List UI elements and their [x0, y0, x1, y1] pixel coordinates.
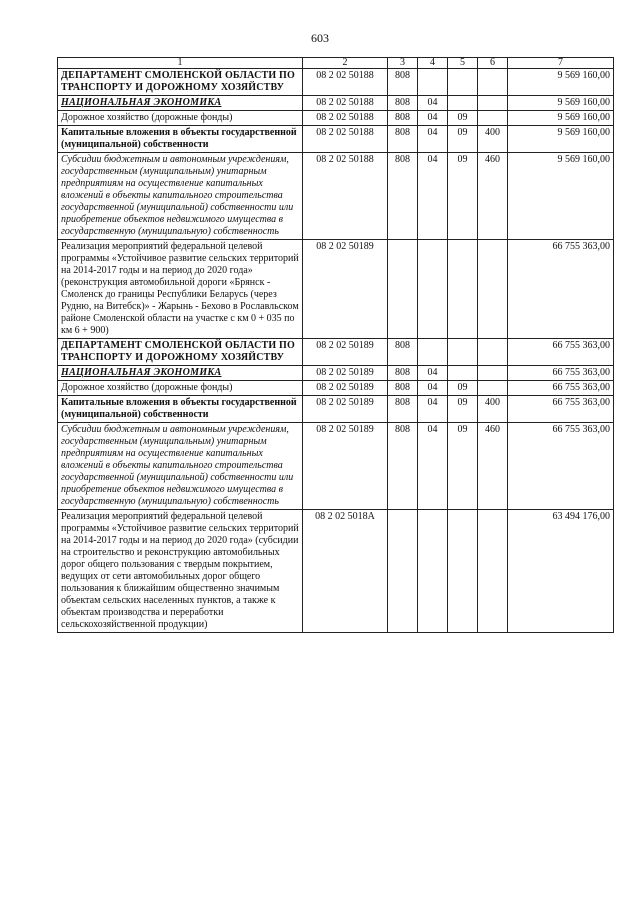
row-rz: 04 [418, 366, 448, 381]
row-sum: 63 494 176,00 [508, 510, 614, 633]
row-pr [448, 69, 478, 96]
row-ved: 808 [388, 339, 418, 366]
table-row-dept [58, 69, 614, 96]
row-pr [448, 339, 478, 366]
row-rz [418, 69, 448, 96]
row-pr: 09 [448, 153, 478, 240]
row-name: Реализация мероприятий федеральной целевой программы «Устойчивое развитие сельских территорий на 2014-2017 годы и на период до 2020 года» (субсидии на строительство и реконструкцию автомобильных дорог общего пользования с твердым покрытием, ведущих от сети автомобильных дорог общего пользования к ближайшим общественно значимым объектам сельских населенных пунктов, а также к объектам производства и переработки сельскохозяйственной продукции) [58, 510, 303, 633]
row-code: 08 2 02 50188 [303, 96, 388, 111]
column-header: 3 [388, 58, 418, 69]
table-body [58, 69, 614, 633]
row-ved: 808 [388, 396, 418, 423]
column-header: 1 [58, 58, 303, 69]
row-sum: 66 755 363,00 [508, 396, 614, 423]
row-pr [448, 96, 478, 111]
row-code: 08 2 02 50189 [303, 366, 388, 381]
column-header: 5 [448, 58, 478, 69]
row-code: 08 2 02 50189 [303, 423, 388, 510]
row-vr [478, 510, 508, 633]
row-sum: 66 755 363,00 [508, 240, 614, 339]
row-ved: 808 [388, 96, 418, 111]
row-code: 08 2 02 50188 [303, 126, 388, 153]
row-ved: 808 [388, 423, 418, 510]
row-sum: 9 569 160,00 [508, 69, 614, 96]
row-sum: 66 755 363,00 [508, 381, 614, 396]
row-sum: 66 755 363,00 [508, 339, 614, 366]
row-pr: 09 [448, 396, 478, 423]
row-sum: 9 569 160,00 [508, 126, 614, 153]
row-code: 08 2 02 50189 [303, 396, 388, 423]
row-vr: 400 [478, 396, 508, 423]
row-vr [478, 69, 508, 96]
row-rz [418, 339, 448, 366]
row-pr [448, 510, 478, 633]
column-header: 2 [303, 58, 388, 69]
row-code: 08 2 02 50189 [303, 339, 388, 366]
row-code: 08 2 02 5018А [303, 510, 388, 633]
row-vr: 400 [478, 126, 508, 153]
table-row-sub [58, 111, 614, 126]
row-ved: 808 [388, 366, 418, 381]
row-rz: 04 [418, 396, 448, 423]
page-number: 603 [311, 31, 329, 45]
table-row-prog [58, 240, 614, 339]
row-rz: 04 [418, 423, 448, 510]
row-name: Субсидии бюджетным и автономным учреждениям, государственным (муниципальным) унитарным предприятиям на осуществление капитальных вложений в объекты капитального строительства государственной (муниципальной) собственности или приобретение объектов недвижимого имущества в государственную (муниципальную) собственность [58, 153, 303, 240]
row-sum: 9 569 160,00 [508, 153, 614, 240]
row-code: 08 2 02 50189 [303, 240, 388, 339]
row-rz: 04 [418, 153, 448, 240]
row-name: НАЦИОНАЛЬНАЯ ЭКОНОМИКА [58, 366, 303, 381]
row-pr: 09 [448, 126, 478, 153]
row-name: Дорожное хозяйство (дорожные фонды) [58, 381, 303, 396]
table-row-sub [58, 381, 614, 396]
row-sum: 66 755 363,00 [508, 366, 614, 381]
row-vr [478, 240, 508, 339]
row-sum: 9 569 160,00 [508, 96, 614, 111]
row-pr [448, 240, 478, 339]
row-ved [388, 510, 418, 633]
table-row-ital [58, 423, 614, 510]
row-name: Капитальные вложения в объекты государственной (муниципальной) собственности [58, 126, 303, 153]
table-row-bold [58, 396, 614, 423]
row-sum: 66 755 363,00 [508, 423, 614, 510]
row-rz: 04 [418, 126, 448, 153]
row-vr: 460 [478, 423, 508, 510]
row-vr [478, 339, 508, 366]
row-name: Капитальные вложения в объекты государственной (муниципальной) собственности [58, 396, 303, 423]
row-rz: 04 [418, 381, 448, 396]
row-vr [478, 111, 508, 126]
table-row-section [58, 96, 614, 111]
row-code: 08 2 02 50188 [303, 153, 388, 240]
row-ved: 808 [388, 153, 418, 240]
row-name: Дорожное хозяйство (дорожные фонды) [58, 111, 303, 126]
row-code: 08 2 02 50188 [303, 69, 388, 96]
column-header: 4 [418, 58, 448, 69]
row-rz: 04 [418, 111, 448, 126]
table-row-section [58, 366, 614, 381]
row-vr [478, 381, 508, 396]
row-ved: 808 [388, 111, 418, 126]
row-pr: 09 [448, 381, 478, 396]
column-header: 7 [508, 58, 614, 69]
budget-table [57, 57, 614, 633]
row-name: Реализация мероприятий федеральной целевой программы «Устойчивое развитие сельских территорий на 2014-2017 годы и на период до 2020 года» (реконструкция автомобильной дороги «Брянск - Смоленск до границы Республики Беларусь (через Рудню, на Витебск)» - Жарынь - Бехово в Рославльском районе Смоленской области на участке с км 0 + 035 по км 6 + 900) [58, 240, 303, 339]
table-row-bold [58, 126, 614, 153]
row-name: ДЕПАРТАМЕНТ СМОЛЕНСКОЙ ОБЛАСТИ ПО ТРАНСПОРТУ И ДОРОЖНОМУ ХОЗЯЙСТВУ [58, 339, 303, 366]
row-name: ДЕПАРТАМЕНТ СМОЛЕНСКОЙ ОБЛАСТИ ПО ТРАНСПОРТУ И ДОРОЖНОМУ ХОЗЯЙСТВУ [58, 69, 303, 96]
row-vr [478, 96, 508, 111]
row-pr: 09 [448, 423, 478, 510]
row-ved [388, 240, 418, 339]
row-vr: 460 [478, 153, 508, 240]
row-pr: 09 [448, 111, 478, 126]
row-rz [418, 240, 448, 339]
row-sum: 9 569 160,00 [508, 111, 614, 126]
column-header: 6 [478, 58, 508, 69]
row-ved: 808 [388, 381, 418, 396]
table-row-ital [58, 153, 614, 240]
row-code: 08 2 02 50188 [303, 111, 388, 126]
table-row-prog [58, 510, 614, 633]
table-row-dept [58, 339, 614, 366]
row-vr [478, 366, 508, 381]
row-ved: 808 [388, 126, 418, 153]
row-ved: 808 [388, 69, 418, 96]
row-pr [448, 366, 478, 381]
header-row [58, 58, 614, 69]
row-name: НАЦИОНАЛЬНАЯ ЭКОНОМИКА [58, 96, 303, 111]
row-code: 08 2 02 50189 [303, 381, 388, 396]
row-rz: 04 [418, 96, 448, 111]
row-name: Субсидии бюджетным и автономным учреждениям, государственным (муниципальным) унитарным предприятиям на осуществление капитальных вложений в объекты капитального строительства государственной (муниципальной) собственности или приобретение объектов недвижимого имущества в государственную (муниципальную) собственность [58, 423, 303, 510]
row-rz [418, 510, 448, 633]
